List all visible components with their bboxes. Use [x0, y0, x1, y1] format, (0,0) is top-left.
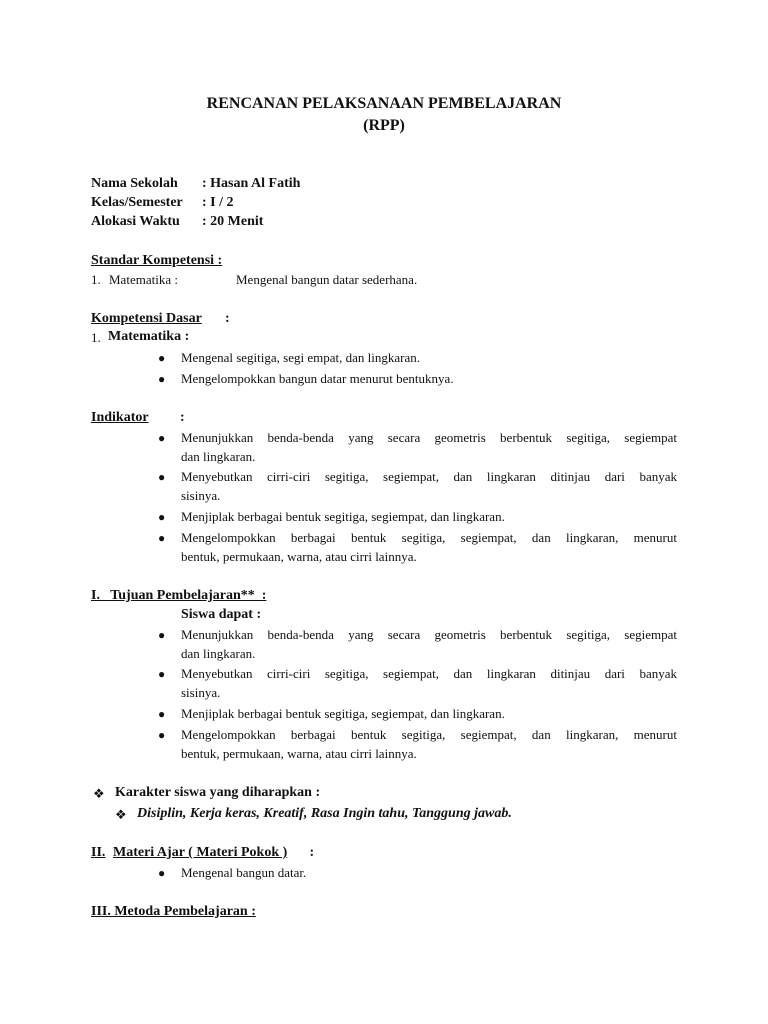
bullet-icon: ●	[158, 707, 166, 721]
indikator-bullet-4-line-1: Mengelompokkan berbagai bentuk segitiga, segiempat, dan lingkaran, menurut	[181, 530, 677, 545]
materi-heading-text: Materi Ajar ( Materi Pokok )	[113, 845, 288, 860]
bullet-icon: ●	[158, 510, 166, 524]
indikator-bullet-2-line-2: sisinya.	[181, 488, 221, 503]
standar-num: 1.	[91, 272, 101, 287]
info-value-class: : I / 2	[202, 195, 234, 210]
indikator-bullet-3: Menjiplak berbagai bentuk segitiga, segiempat, dan lingkaran.	[181, 509, 505, 524]
standar-heading: Standar Kompetensi :	[91, 253, 223, 268]
materi-heading-num: II.	[91, 845, 106, 860]
bullet-icon: ●	[158, 372, 166, 386]
info-label-time: Alokasi Waktu	[91, 214, 180, 229]
kompetensi-item-num: 1.	[91, 330, 101, 345]
diamond-bullet-icon: ❖	[93, 786, 105, 801]
materi-bullet: Mengenal bangun datar.	[181, 865, 307, 880]
tujuan-bullet-1-line-2: dan lingkaran.	[181, 646, 256, 661]
tujuan-bullet-3: Menjiplak berbagai bentuk segitiga, segiempat, dan lingkaran.	[181, 706, 505, 721]
karakter-values: Disiplin, Kerja keras, Kreatif, Rasa Ingin tahu, Tanggung jawab.	[137, 806, 512, 821]
indikator-bullet-1-line-1: Menunjukkan benda-benda yang secara geometris berbentuk segitiga, segiempat	[181, 430, 677, 445]
info-value-time: : 20 Menit	[202, 214, 264, 229]
tujuan-bullet-4-line-2: bentuk, permukaan, warna, atau cirri lainnya.	[181, 746, 417, 761]
bullet-icon: ●	[158, 866, 166, 880]
materi-heading-colon: :	[306, 845, 315, 860]
bullet-icon: ●	[158, 628, 166, 642]
bullet-icon: ●	[158, 728, 166, 742]
indikator-bullet-1-line-2: dan lingkaran.	[181, 449, 256, 464]
document-subtitle: (RPP)	[363, 117, 405, 134]
standar-subject: Matematika :	[109, 272, 178, 287]
indikator-bullet-2-line-1: Menyebutkan cirri-ciri segitiga, segiempat, dan lingkaran ditinjau dari banyak	[181, 469, 677, 484]
tujuan-bullet-2-line-2: sisinya.	[181, 685, 221, 700]
indikator-bullet-4-line-2: bentuk, permukaan, warna, atau cirri lainnya.	[181, 549, 417, 564]
kompetensi-item-subject: Matematika :	[108, 329, 190, 344]
tujuan-bullet-2-line-1: Menyebutkan cirri-ciri segitiga, segiempat, dan lingkaran ditinjau dari banyak	[181, 666, 677, 681]
indikator-colon: :	[180, 410, 185, 425]
standar-text: Mengenal bangun datar sederhana.	[236, 272, 418, 287]
diamond-bullet-icon: ❖	[115, 807, 127, 822]
kompetensi-heading: Kompetensi Dasar	[91, 311, 202, 326]
tujuan-heading: I. Tujuan Pembelajaran** :	[91, 588, 267, 603]
document-title: RENCANAN PELAKSANAAN PEMBELAJARAN	[206, 95, 562, 112]
tujuan-bullet-1-line-1: Menunjukkan benda-benda yang secara geometris berbentuk segitiga, segiempat	[181, 627, 677, 642]
info-label-school: Nama Sekolah	[91, 176, 178, 191]
bullet-icon: ●	[158, 667, 166, 681]
tujuan-bullet-4-line-1: Mengelompokkan berbagai bentuk segitiga, segiempat, dan lingkaran, menurut	[181, 727, 677, 742]
kompetensi-colon: :	[225, 311, 230, 326]
info-label-class: Kelas/Semester	[91, 195, 183, 210]
bullet-icon: ●	[158, 351, 166, 365]
bullet-icon: ●	[158, 531, 166, 545]
tujuan-sub: Siswa dapat :	[181, 607, 262, 622]
karakter-heading: Karakter siswa yang diharapkan :	[115, 785, 321, 800]
bullet-icon: ●	[158, 431, 166, 445]
metoda-heading: III. Metoda Pembelajaran :	[91, 904, 256, 919]
indikator-heading: Indikator	[91, 410, 149, 425]
info-value-school: : Hasan Al Fatih	[202, 176, 301, 191]
bullet-icon: ●	[158, 470, 166, 484]
kompetensi-bullet-1: Mengenal segitiga, segi empat, dan lingkaran.	[181, 350, 420, 365]
kompetensi-bullet-2: Mengelompokkan bangun datar menurut bentuknya.	[181, 371, 454, 386]
